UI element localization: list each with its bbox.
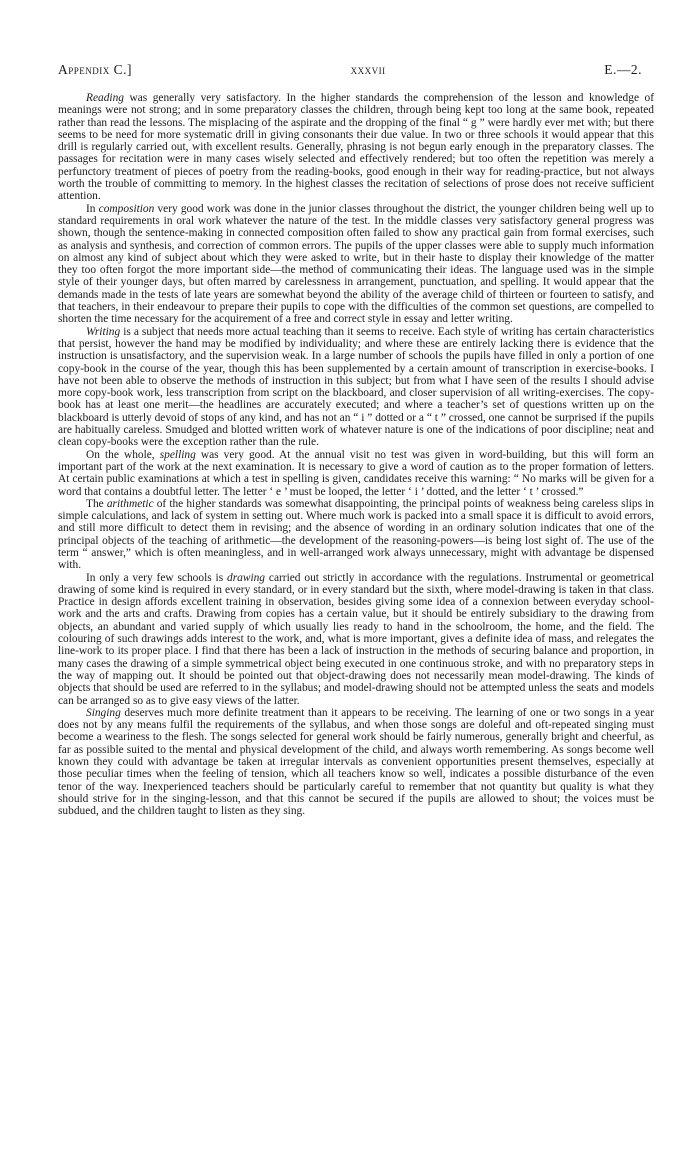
- page-number: xxxvii: [350, 62, 386, 77]
- paragraph-lead: On the whole,: [86, 448, 160, 461]
- paragraph-text: was generally very satisfactory. In the higher standards the comprehension of the lesson and knowledge of meanings were not strong; and in some preparatory classes the children, through being kept too long at the same book, repeated rather than read the lessons. The misplacing of the aspirate and the dropping of the final “ g ” were hardly ever met with; but there seems to be need for more systematic drill in giving consonants their due value. In two or three schools it would appear that this drill is regularly carried out, with excellent results. Generally, phrasing is not begun early enough in the preparatory classes. The passages for recitation were in many cases wisely selected and effectively rendered; but too often the repetition was merely a perfunctory treatment of pieces of poetry from the reading-books, good enough in their way for reading-practice, but not always worth the trouble of committing to memory. In the highest classes the recitation of selections of prose does not receive sufficient attention.: [58, 92, 654, 203]
- paragraph-text: of the higher standards was somewhat disappointing, the principal points of weakness being careless slips in simple calculations, and lack of system in setting out. Where much work is packed into a small space it is difficult to avoid errors, and still more difficult to detect them in revising; and the absence of wording in an ordinary solution indicates that one of the principal objects of the teaching of arithmetic—the development of the reasoning-powers—is being lost sight of. The use of the term “ answer,” which is often meaningless, and in well-arranged work always unnecessary, might with advantage be dispensed with.: [58, 497, 654, 572]
- body-text: [58, 92, 654, 818]
- subject-term: Writing: [86, 325, 121, 338]
- paragraph-text: deserves much more definite treatment than it appears to be receiving. The learning of one or two songs in a year does not by any means fulfil the requirements of the syllabus, and when those songs are doleful and oft-repeated singing must become a weariness to the flesh. The songs selected for general work should be fairly numerous, generally bright and cheerful, as far as possible suited to the mental and physical development of the child, and always worth remembering. As songs become well known they could with advantage be taken at irregular intervals as convenient opportunities present themselves, especially at those peculiar times when the feeling of tension, which all teachers know so well, indicates a possible disturbance of the even tenor of the way. Inexperienced teachers should be particularly careful to remember that not quantity but quality is what they should strive for in the singing-lesson, and that this cannot be secured if the pupils are allowed to shout; the voices must be subdued, and the children taught to listen as they sing.: [58, 706, 654, 818]
- paragraph-reading: [58, 92, 654, 203]
- paragraph-writing: [58, 326, 654, 449]
- paragraph-lead: In only a very few schools is: [86, 571, 228, 584]
- subject-term: Singing: [86, 706, 121, 719]
- paragraph-text: is a subject that needs more actual teaching than it seems to receive. Each style of writing has certain characteristics that persist, however the hand may be modified by individuality; and where these are entirely lacking there is evidence that the instruction is unsatisfactory, and the supervision weak. In a large number of schools the pupils have filled in only a portion of one copy-book in the course of the year, though this has been supplemented by a certain amount of transcription in exercise-books. I have not been able to observe the methods of instruction in this subject; but from what I have seen of the results I should advise more copy-book work, less transcription from script on the blackboard, and closer supervision of all writing-exercises. The copy-book has at least one merit—the headlines are accurately executed; and where a teacher’s set of questions written up on the blackboard is utterly devoid of stops of any kind, and has not an “ i ” dotted or a “ t ” crossed, one cannot be surprised if the pupils are habitually careless. Smudged and blotted written work of whatever nature is one of the indications of poor discipline; neat and clean copy-books were the exception rather than the rule.: [58, 325, 654, 449]
- header-left: Appendix C.]: [58, 62, 133, 77]
- subject-term: Reading: [86, 92, 124, 104]
- paragraph-arithmetic: [58, 498, 654, 572]
- paragraph-composition: [58, 203, 654, 326]
- subject-term: spelling: [159, 448, 196, 461]
- header-right: E.—2.: [604, 62, 642, 77]
- running-header: [58, 62, 642, 78]
- paragraph-text: very good work was done in the junior classes throughout the district, the younger children being well up to standard requirements in oral work whatever the nature of the test. In the middle classes very satisfactory general progress was shown, though the sentence-making in connected composition often failed to show any practical gain from formal exercises, such as analysis and synthesis, and correction of common errors. The pupils of the upper classes were able to supply much information on almost any kind of subject about which they were asked to write, but in their haste to display their knowledge of the matter they too often forgot the more important side—the method of communicating their ideas. The language used was in the simple style of their younger days, but often marred by carelessness in arrangement, punctuation, and spelling. It would appear that the demands made in the tests of late years are somewhat beyond the ability of the average child of thirteen or fourteen to satisfy, and that teachers, in their endeavour to prepare their pupils to cope with the difficulties of the common set questions, are compelled to shorten the time necessary for the acquirement of a free and correct style in essay and letter writing.: [58, 202, 655, 326]
- subject-term: composition: [98, 202, 155, 215]
- paragraph-drawing: [58, 572, 654, 707]
- paragraph-lead: In: [86, 202, 99, 215]
- paragraph-lead: The: [86, 497, 107, 510]
- subject-term: drawing: [227, 571, 266, 584]
- subject-term: arithmetic: [106, 497, 154, 510]
- paragraph-spelling: [58, 449, 654, 498]
- paragraph-text: carried out strictly in accordance with the regulations. Instrumental or geometrical drawing of some kind is required in every standard, or in every standard but the sixth, where model-drawing is taken in that class. Practice in design affords excellent training in observation, besides giving some idea of a connexion between everyday school-work and the arts and crafts. Drawing from copies has a certain value, but it should be entirely subsidiary to the drawing from objects, an abundant and varied supply of which usually lies ready to hand in the schoolroom, the home, and the field. The colouring of such drawings adds interest to the work, and, what is more important, gives a definite idea of mass, and relegates the line-work to its proper place. I find that there has been a lack of instruction in the methods of securing balance and proportion, in many cases the drawing of a simple symmetrical object being executed in one continuous stroke, and with no preparatory steps in the way of mapping out. It should be pointed out that object-drawing does not necessarily mean model-drawing. The kinds of objects that should be used are referred to in the syllabus; and model-drawing should not be attempted unless the seats and models can be arranged so as to give easy views of the latter.: [58, 571, 654, 707]
- paragraph-text: was very good. At the annual visit no test was given in word-building, but this will form an important part of the work at the next examination. It is necessary to give a word of caution as to the proper formation of letters. At certain public examinations at which a test in spelling is given, candidates receive this warning: “ No marks will be given for a word that contains a doubtful letter. The letter ‘ e ’ must be looped, the letter ‘ i ’ dotted, and the letter ‘ t ’ crossed.”: [58, 448, 654, 498]
- paragraph-singing: [58, 707, 654, 818]
